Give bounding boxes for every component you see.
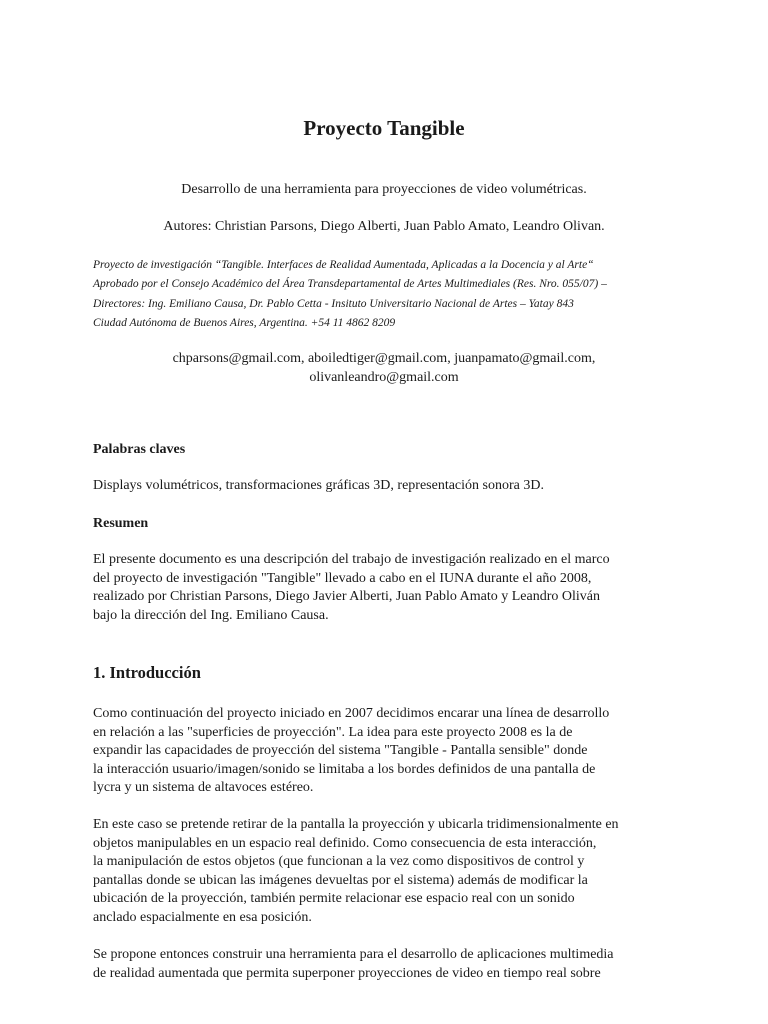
affiliation-line: Ciudad Autónoma de Buenos Aires, Argentina. +54 11 4862 8209 xyxy=(93,316,396,329)
author-list: Autores: Christian Parsons, Diego Alberti, Juan Pablo Amato, Leandro Olivan. xyxy=(163,219,605,234)
keywords-heading: Palabras claves xyxy=(93,442,186,457)
paper-subtitle: Desarrollo de una herramienta para proyecciones de video volumétricas. xyxy=(181,182,587,197)
abstract-line: El presente documento es una descripción del trabajo de investigación realizado en el marco xyxy=(93,552,610,567)
abstract-heading: Resumen xyxy=(93,516,149,531)
paper-title: Proyecto Tangible xyxy=(303,116,465,140)
paragraph-line: expandir las capacidades de proyección del sistema "Tangible - Pantalla sensible" donde xyxy=(93,743,588,759)
abstract-paragraph xyxy=(93,551,693,625)
paragraph-line: En este caso se pretende retirar de la pantalla la proyección y ubicarla tridimensionalmente en xyxy=(93,817,619,832)
introduction-paragraph-3 xyxy=(93,946,693,983)
paragraph-line: la manipulación de estos objetos (que funcionan a la vez como dispositivos de control y xyxy=(93,854,585,870)
introduction-paragraph-2 xyxy=(93,816,693,928)
paragraph-line: en relación a las "superficies de proyección". La idea para este proyecto 2008 es la de xyxy=(93,724,573,740)
abstract-line: del proyecto de investigación "Tangible" llevado a cabo en el IUNA durante el año 2008, xyxy=(93,570,592,586)
paragraph-line: anclado espacialmente en esa posición. xyxy=(93,909,312,925)
paragraph-line: Se propone entonces construir una herramienta para el desarrollo de aplicaciones multimedia xyxy=(93,947,614,962)
paragraph-line: la interacción usuario/imagen/sonido se limitaba a los bordes definidos de una pantalla de xyxy=(93,761,596,777)
introduction-paragraph-1 xyxy=(93,705,693,798)
affiliation-line: Aprobado por el Consejo Académico del Área Transdepartamental de Artes Multimediales (Res. Nro. 055/07) – xyxy=(93,278,607,291)
email-line: chparsons@gmail.com, aboiledtiger@gmail.com, juanpamato@gmail.com, xyxy=(172,351,596,366)
abstract-line: realizado por Christian Parsons, Diego Javier Alberti, Juan Pablo Amato y Leandro Oliván xyxy=(93,589,601,605)
paragraph-line: Como continuación del proyecto iniciado en 2007 decidimos encarar una línea de desarrollo xyxy=(93,706,610,721)
keywords-line: Displays volumétricos, transformaciones gráficas 3D, representación sonora 3D. xyxy=(93,478,544,493)
paragraph-line: ubicación de la proyección, también permite relacionar ese espacio real con un sonido xyxy=(93,891,575,907)
section-heading-introduction: 1. Introducción xyxy=(93,663,201,682)
email-block xyxy=(0,349,768,387)
affiliation-line: Directores: Ing. Emiliano Causa, Dr. Pablo Cetta - Insituto Universitario Nacional de Artes – Yatay 843 xyxy=(93,297,574,310)
paragraph-line: objetos manipulables en un espacio real definido. Como consecuencia de esta interacción, xyxy=(93,835,597,851)
keywords-text xyxy=(93,477,693,496)
paragraph-line: lycra y un sistema de altavoces estéreo. xyxy=(93,780,314,796)
paragraph-line: pantallas donde se ubican las imágenes devueltas por el sistema) además de modificar la xyxy=(93,872,588,888)
affiliation-block xyxy=(93,256,693,333)
paragraph-line: de realidad aumentada que permita superponer proyecciones de video en tiempo real sobre xyxy=(93,965,601,981)
email-line: olivanleandro@gmail.com xyxy=(309,370,459,385)
abstract-line: bajo la dirección del Ing. Emiliano Causa. xyxy=(93,607,329,623)
affiliation-line: Proyecto de investigación “Tangible. Interfaces de Realidad Aumentada, Aplicadas a la Docencia y al Arte“ xyxy=(93,259,594,271)
